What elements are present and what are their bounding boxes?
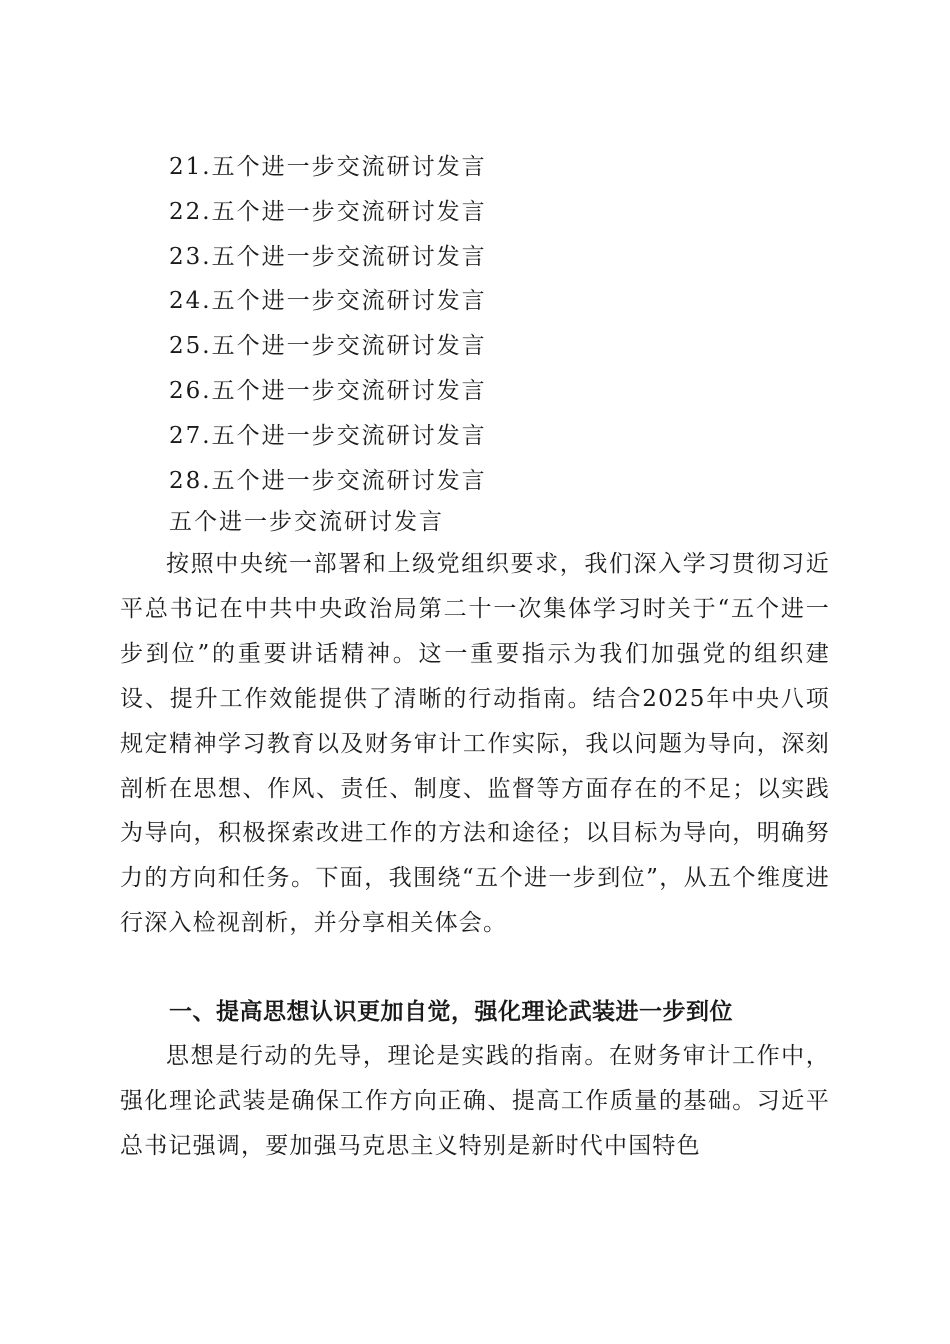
toc-item: 28.五个进一步交流研讨发言: [169, 467, 487, 494]
intro-paragraph: 按照中央统一部署和上级党组织要求，我们深入学习贯彻习近平总书记在中共中央政治局第二十一次集体学习时关于“五个进一步到位”的重要讲话精神。这一重要指示为我们加强党的组织建设、提升工作效能提供了清晰的行动指南。结合2025年中央八项规定精神学习教育以及财务审计工作实际，我以问题为导向，深刻剖析在思想、作风、责任、制度、监督等方面存在的不足；以实践为导向，积极探索改进工作的方法和途径；以目标为导向，明确努力的方向和任务。下面，我围绕“五个进一步到位”，从五个维度进行深入检视剖析，并分享相关体会。: [120, 551, 830, 937]
section-heading: 一、提高思想认识更加自觉，强化理论武装进一步到位: [169, 999, 733, 1025]
toc-item: 21.五个进一步交流研讨发言: [169, 154, 487, 180]
toc-item: 27.五个进一步交流研讨发言: [169, 422, 487, 449]
article-title: 五个进一步交流研讨发言: [169, 509, 444, 535]
toc-item: 22.五个进一步交流研讨发言: [169, 198, 487, 225]
section-paragraph: 思想是行动的先导，理论是实践的指南。在财务审计工作中，强化理论武装是确保工作方向正确、提高工作质量的基础。习近平总书记强调，要加强马克思主义特别是新时代中国特色: [120, 1043, 830, 1159]
table-of-contents: [169, 145, 487, 503]
toc-item: 25.五个进一步交流研讨发言: [169, 333, 487, 360]
toc-item: 24.五个进一步交流研讨发言: [169, 288, 487, 315]
toc-item: 26.五个进一步交流研讨发言: [169, 377, 487, 404]
toc-item: 23.五个进一步交流研讨发言: [169, 243, 487, 270]
